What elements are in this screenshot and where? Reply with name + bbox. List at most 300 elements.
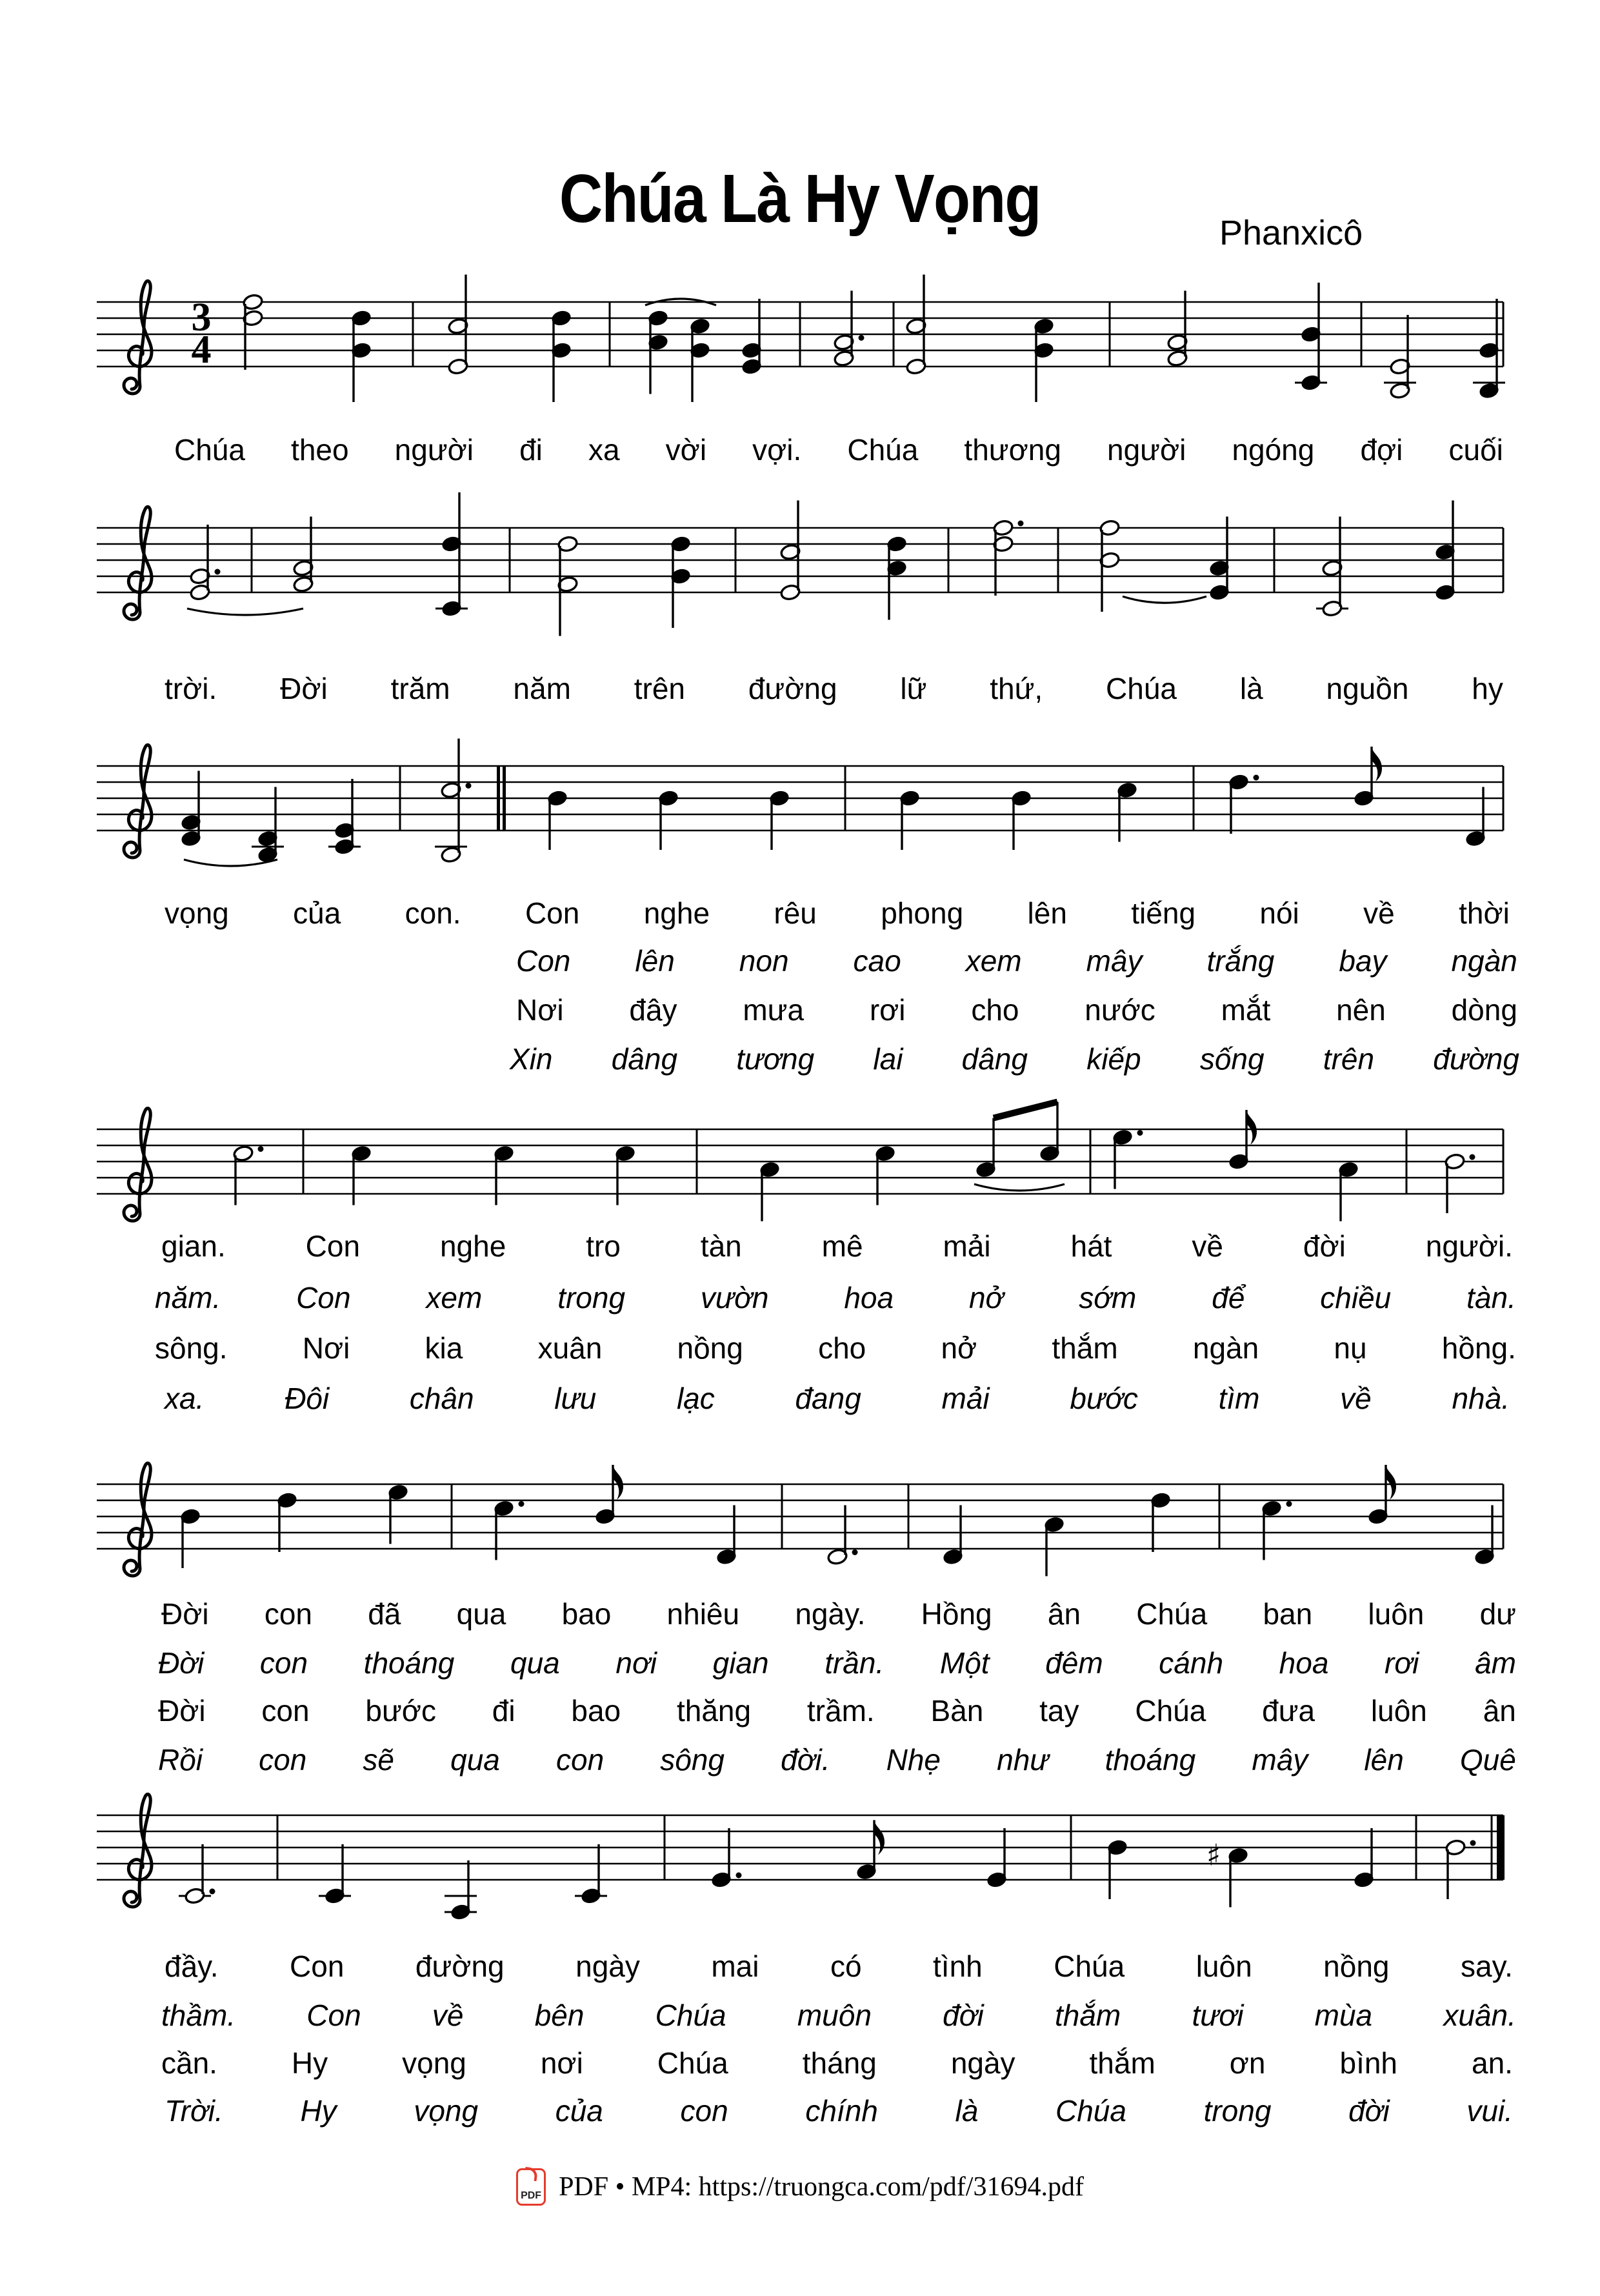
lyric-word: ngày xyxy=(575,1949,640,1983)
lyric-word: trăm xyxy=(390,672,450,705)
note xyxy=(1338,1161,1359,1221)
lyric-word: trên xyxy=(634,672,685,705)
lyric-word: thăng xyxy=(676,1694,752,1727)
lyric-word: cuối xyxy=(1448,433,1503,467)
treble-clef-icon xyxy=(124,745,152,858)
lyric-word: đầy. xyxy=(165,1949,219,1983)
lyric-word: nụ xyxy=(1334,1331,1367,1365)
lyric-word: say. xyxy=(1460,1949,1513,1983)
lyric-word: cho xyxy=(818,1331,866,1365)
lyric-word: thắm xyxy=(1052,1331,1118,1365)
lyric-word: dư xyxy=(1479,1597,1516,1631)
note xyxy=(943,1505,963,1566)
lyric-word: hoa xyxy=(844,1281,894,1314)
note xyxy=(1473,299,1505,399)
note xyxy=(1261,1500,1292,1560)
lyric-word: mai xyxy=(711,1949,759,1983)
note xyxy=(190,525,221,601)
lyric-word: bước xyxy=(365,1694,436,1727)
note xyxy=(351,1145,372,1205)
lyric-word: con xyxy=(264,1597,312,1631)
lyric-word: mải xyxy=(941,1382,990,1415)
lyric-word: nói xyxy=(1259,896,1299,930)
lyric-word: tương xyxy=(736,1042,815,1076)
lyric-word: xa. xyxy=(165,1382,205,1415)
lyric-word: như xyxy=(997,1743,1049,1777)
lyric-word: là xyxy=(955,2094,979,2128)
lyric-word: ân xyxy=(1047,1597,1081,1631)
lyric-word: con xyxy=(261,1694,310,1727)
lyric-word: đường xyxy=(415,1949,505,1983)
lyric-word: Đời xyxy=(280,672,328,705)
lyric-word: mùa xyxy=(1314,1999,1373,2032)
note xyxy=(1316,517,1348,618)
lyric-word: nở xyxy=(941,1331,977,1365)
lyric-word: rêu xyxy=(774,896,817,930)
composer-name: Phanxicô xyxy=(1219,214,1363,252)
lyric-word: Chúa xyxy=(1136,1597,1208,1631)
lyric-word: thoáng xyxy=(1105,1743,1196,1777)
lyric-word: cánh xyxy=(1159,1646,1224,1680)
lyric-word: bay xyxy=(1339,944,1387,978)
song-title: Chúa Là Hy Vọng xyxy=(559,161,1041,237)
lyric-word: Hồng xyxy=(921,1597,992,1631)
lyric-word: mải xyxy=(943,1229,991,1263)
lyric-word: gian xyxy=(712,1646,769,1680)
beam xyxy=(994,1102,1057,1118)
note xyxy=(1354,1828,1374,1888)
lyric-word: Một xyxy=(939,1646,990,1680)
note xyxy=(547,790,568,850)
lyrics-line xyxy=(161,1227,1513,1265)
lyric-word: lên xyxy=(1364,1743,1404,1777)
lyric-word: cho xyxy=(971,993,1019,1027)
lyric-word: thời xyxy=(1459,896,1510,930)
lyric-word: Hy xyxy=(300,2094,337,2128)
lyric-word: ơn xyxy=(1229,2046,1266,2080)
lyric-word: đưa xyxy=(1262,1694,1315,1727)
lyric-word: lữ xyxy=(900,672,927,705)
lyric-word: xa xyxy=(588,433,620,467)
lyric-word: người xyxy=(1107,433,1186,467)
lyric-word: nghe xyxy=(439,1229,506,1263)
note xyxy=(759,1161,780,1221)
lyric-word: dâng xyxy=(611,1042,678,1076)
pdf-file-icon xyxy=(516,2168,546,2206)
note xyxy=(615,1145,635,1205)
lyric-word: người xyxy=(394,433,474,467)
lyric-word: phong xyxy=(881,896,964,930)
lyric-word: an. xyxy=(1471,2046,1513,2080)
lyric-word: nơi xyxy=(540,2046,583,2080)
note xyxy=(435,739,472,863)
lyric-word: Chúa xyxy=(1055,2094,1126,2128)
treble-clef-icon xyxy=(124,1794,152,1907)
note xyxy=(1117,781,1137,841)
lyric-word: chiều xyxy=(1320,1281,1392,1314)
lyric-word: theo xyxy=(291,433,349,467)
lyric-word: hát xyxy=(1070,1229,1112,1263)
lyric-word: nhà. xyxy=(1452,1382,1510,1415)
sharp-accidental: ♯ xyxy=(1206,1837,1221,1873)
note xyxy=(179,1844,215,1904)
lyric-word: mây xyxy=(1252,1743,1308,1777)
note xyxy=(388,1484,408,1544)
lyric-word: luôn xyxy=(1368,1597,1425,1631)
note xyxy=(1034,317,1054,402)
lyrics-line xyxy=(161,1595,1516,1633)
lyric-word: bên xyxy=(534,1999,585,2032)
lyric-word: Con xyxy=(306,1999,361,2032)
treble-clef-icon xyxy=(124,507,152,619)
lyric-word: đời xyxy=(1348,2094,1390,2128)
note xyxy=(769,790,790,850)
lyrics-line xyxy=(165,670,1503,707)
lyric-word: đêm xyxy=(1045,1646,1103,1680)
note xyxy=(445,1860,477,1920)
lyric-word: ân xyxy=(1483,1694,1516,1727)
lyric-word: trong xyxy=(557,1281,626,1314)
lyric-word: nồng xyxy=(677,1331,743,1365)
tie xyxy=(1123,596,1206,603)
lyric-word: dâng xyxy=(961,1042,1028,1076)
lyric-word: Rồi xyxy=(158,1743,203,1777)
lyric-word: tro xyxy=(586,1229,621,1263)
lyric-word: lai xyxy=(873,1042,903,1076)
lyric-word: con xyxy=(259,1646,308,1680)
note xyxy=(180,1508,201,1568)
lyric-word: trầm. xyxy=(806,1694,875,1727)
lyric-word: Trời. xyxy=(165,2094,223,2128)
lyric-word: ngày. xyxy=(795,1597,866,1631)
note xyxy=(827,1505,858,1566)
note xyxy=(575,1844,607,1904)
lyric-word: cao xyxy=(853,944,901,978)
note xyxy=(993,519,1024,596)
lyric-word: Con xyxy=(290,1949,345,1983)
note xyxy=(557,536,578,636)
note xyxy=(1474,1505,1495,1566)
lyric-word: mây xyxy=(1086,944,1143,978)
lyric-word: về xyxy=(1363,896,1395,930)
lyric-word: người. xyxy=(1425,1229,1513,1263)
note xyxy=(494,1145,514,1205)
lyric-word: nên xyxy=(1336,993,1386,1027)
lyric-word: trong xyxy=(1203,2094,1272,2128)
lyric-word: đi xyxy=(492,1694,515,1727)
note xyxy=(1011,790,1032,850)
lyric-word: vọng xyxy=(165,896,229,930)
lyric-word: rơi xyxy=(869,993,906,1027)
lyric-word: xem xyxy=(965,944,1022,978)
lyric-word: của xyxy=(293,896,341,930)
note xyxy=(494,1500,525,1560)
lyric-word: đây xyxy=(629,993,677,1027)
lyric-word: thương xyxy=(964,433,1061,467)
note xyxy=(233,1145,264,1205)
lyric-word: Con xyxy=(525,896,580,930)
lyric-word: Con xyxy=(305,1229,361,1263)
lyrics-line xyxy=(161,2044,1513,2082)
note xyxy=(1209,517,1230,601)
note xyxy=(435,492,468,617)
note xyxy=(1465,787,1486,847)
lyric-word: Đời xyxy=(158,1646,205,1680)
tie xyxy=(974,1184,1065,1191)
lyrics-line xyxy=(161,1997,1516,2034)
lyric-word: hồng. xyxy=(1441,1331,1516,1365)
tie xyxy=(187,609,303,615)
note xyxy=(648,310,668,394)
lyric-word: vợi. xyxy=(752,433,802,467)
lyric-word: tay xyxy=(1039,1694,1079,1727)
lyric-word: muôn xyxy=(797,1999,872,2032)
lyric-word: Bàn xyxy=(930,1694,984,1727)
lyric-word: trên xyxy=(1323,1042,1375,1076)
lyric-word: về xyxy=(1340,1382,1372,1415)
lyric-word: mê xyxy=(821,1229,863,1263)
lyrics-line xyxy=(165,2092,1513,2130)
lyric-word: Nơi xyxy=(516,993,564,1027)
lyric-word: đã xyxy=(368,1597,401,1631)
lyric-word: mưa xyxy=(743,993,805,1027)
lyric-word: đường xyxy=(748,672,837,705)
lyric-word: dòng xyxy=(1451,993,1517,1027)
note xyxy=(986,1828,1007,1888)
lyric-word: luôn xyxy=(1195,1949,1252,1983)
note xyxy=(1039,1102,1060,1162)
lyric-word: chính xyxy=(805,2094,878,2128)
lyric-word: Đời xyxy=(158,1694,206,1727)
note xyxy=(906,275,926,376)
lyric-word: hy xyxy=(1472,672,1503,705)
note xyxy=(1044,1516,1065,1576)
lyric-word: nơi xyxy=(615,1646,657,1680)
lyrics-line xyxy=(510,1040,1519,1078)
lyric-word: rơi xyxy=(1385,1646,1419,1680)
lyrics-line xyxy=(158,1692,1516,1729)
note xyxy=(1150,1492,1171,1552)
lyric-word: vọng xyxy=(414,2094,479,2128)
lyric-word: đời xyxy=(1303,1229,1346,1263)
note xyxy=(856,1820,885,1880)
pdf-icon-curl xyxy=(524,2167,539,2182)
treble-clef-icon xyxy=(124,1108,152,1221)
lyrics-line xyxy=(516,942,1517,980)
lyric-word: luôn xyxy=(1370,1694,1427,1727)
note xyxy=(328,779,361,855)
note xyxy=(670,536,691,628)
lyric-word: nở xyxy=(968,1281,1004,1314)
lyric-word: mắt xyxy=(1221,993,1271,1027)
lyric-word: con xyxy=(259,1743,307,1777)
lyric-word: lạc xyxy=(676,1382,715,1415)
note xyxy=(551,310,572,402)
lyric-word: đợi xyxy=(1360,433,1403,467)
lyric-word: qua xyxy=(456,1597,506,1631)
lyric-word: non xyxy=(739,944,789,978)
lyric-word: xuân xyxy=(537,1331,603,1365)
note xyxy=(1099,519,1120,612)
staff-system-1 xyxy=(97,225,1510,450)
lyrics-line xyxy=(158,1741,1516,1778)
lyric-word: xem xyxy=(426,1281,483,1314)
lyric-word: Chúa xyxy=(655,1999,726,2032)
note xyxy=(658,790,679,850)
lyric-word: thứ, xyxy=(990,672,1043,705)
lyric-word: Nơi xyxy=(302,1331,350,1365)
lyric-word: lên xyxy=(1027,896,1067,930)
lyric-word: xuân. xyxy=(1443,1999,1516,2032)
lyric-word: sông xyxy=(660,1743,725,1777)
lyric-word: chân xyxy=(409,1382,474,1415)
lyric-word: tiếng xyxy=(1131,896,1196,930)
lyric-word: Chúa xyxy=(1054,1949,1125,1983)
lyrics-line xyxy=(174,431,1503,468)
lyric-word: bao xyxy=(571,1694,621,1727)
note xyxy=(277,1492,297,1552)
note xyxy=(899,790,920,850)
note xyxy=(875,1145,895,1205)
lyric-word: qua xyxy=(450,1743,500,1777)
lyric-word: đường xyxy=(1433,1042,1519,1076)
lyric-word: bước xyxy=(1070,1382,1138,1415)
lyric-word: Chúa xyxy=(1106,672,1177,705)
lyric-word: Quê xyxy=(1459,1743,1516,1777)
lyric-word: Chúa xyxy=(174,433,245,467)
staff-system-3 xyxy=(97,689,1510,914)
lyric-word: âm xyxy=(1475,1646,1516,1680)
lyric-word: lưu xyxy=(554,1382,597,1415)
lyrics-line xyxy=(165,1948,1513,1985)
lyrics-line xyxy=(155,1279,1516,1316)
lyric-word: nhiêu xyxy=(666,1597,740,1631)
lyrics-line xyxy=(155,1329,1516,1367)
lyrics-line xyxy=(158,1644,1516,1682)
lyric-word: ban xyxy=(1263,1597,1313,1631)
lyric-word: kia xyxy=(425,1331,463,1365)
note xyxy=(1112,1129,1143,1189)
lyric-word: trần. xyxy=(825,1646,885,1680)
lyrics-line xyxy=(516,991,1517,1029)
lyric-word: Nhẹ xyxy=(886,1743,941,1777)
lyric-word: đời xyxy=(943,1999,984,2032)
lyric-word: Con xyxy=(296,1281,351,1314)
time-signature xyxy=(192,296,212,372)
lyric-word: nghe xyxy=(643,896,710,930)
lyric-word: về xyxy=(432,1999,464,2032)
lyric-word: về xyxy=(1192,1229,1223,1263)
lyrics-line xyxy=(165,894,1510,932)
lyric-word: ngày xyxy=(950,2046,1015,2080)
lyric-word: Chúa xyxy=(657,2046,728,2080)
lyric-word: qua xyxy=(510,1646,560,1680)
note xyxy=(1384,315,1416,399)
lyric-word: vui. xyxy=(1466,2094,1513,2128)
lyric-word: hoa xyxy=(1279,1646,1329,1680)
lyric-word: vườn xyxy=(700,1281,769,1314)
note xyxy=(780,501,801,601)
lyric-word: con xyxy=(555,1743,605,1777)
lyric-word: của xyxy=(555,2094,603,2128)
note xyxy=(690,317,710,402)
note xyxy=(716,1505,737,1566)
note xyxy=(1107,1839,1128,1899)
lyric-word: năm. xyxy=(155,1281,221,1314)
lyric-word: Con xyxy=(516,944,571,978)
lyric-word: nguồn xyxy=(1326,672,1409,705)
lyric-word: thoáng xyxy=(363,1646,455,1680)
staff-system-2 xyxy=(97,450,1510,676)
lyric-word: Chúa xyxy=(847,433,919,467)
lyric-word: để xyxy=(1212,1281,1245,1314)
lyric-word: tươi xyxy=(1192,1999,1244,2032)
lyric-word: thắm xyxy=(1089,2046,1155,2080)
lyric-word: sẽ xyxy=(363,1743,395,1777)
note xyxy=(886,536,907,620)
treble-clef-icon xyxy=(124,281,152,394)
lyric-word: thầm. xyxy=(161,1999,236,2032)
double-barline xyxy=(497,766,500,831)
lyric-word: con xyxy=(680,2094,728,2128)
footer-pdf-link[interactable]: PDF • MP4: https://truongca.com/pdf/31694.pdf xyxy=(559,2172,1084,2202)
pdf-icon-label: PDF xyxy=(521,2190,542,2201)
lyric-word: năm xyxy=(513,672,571,705)
lyric-word: Xin xyxy=(510,1042,553,1076)
lyric-word: đời. xyxy=(781,1743,830,1777)
lyric-word: vời xyxy=(665,433,707,467)
lyric-word: sông. xyxy=(155,1331,228,1365)
lyric-word: Đôi xyxy=(285,1382,330,1415)
note xyxy=(319,1844,351,1904)
lyric-word: tình xyxy=(933,1949,983,1983)
note xyxy=(351,310,372,402)
lyric-word: ngàn xyxy=(1192,1331,1259,1365)
lyric-word: gian. xyxy=(161,1229,226,1263)
lyric-word: nước xyxy=(1085,993,1155,1027)
note xyxy=(448,275,468,376)
lyric-word: kiếp xyxy=(1086,1042,1141,1076)
lyric-word: nồng xyxy=(1323,1949,1390,1983)
lyric-word: con. xyxy=(405,896,461,930)
lyric-word: Chúa xyxy=(1135,1694,1206,1727)
lyric-word: bao xyxy=(561,1597,612,1631)
lyric-word: ngàn xyxy=(1451,944,1517,978)
svg-text:4: 4 xyxy=(191,328,212,372)
note xyxy=(975,1118,996,1178)
lyric-word: Đời xyxy=(161,1597,209,1631)
lyric-word: trắng xyxy=(1206,944,1275,978)
note xyxy=(1295,283,1327,391)
lyric-word: lên xyxy=(635,944,675,978)
svg-text:3: 3 xyxy=(191,296,212,339)
lyric-word: Hy xyxy=(291,2046,328,2080)
lyric-word: tìm xyxy=(1218,1382,1260,1415)
lyric-word: thắm xyxy=(1054,1999,1121,2032)
lyric-word: vọng xyxy=(402,2046,466,2080)
lyric-word: là xyxy=(1239,672,1263,705)
note xyxy=(1435,501,1455,601)
lyric-word: cần. xyxy=(161,2046,217,2080)
footer xyxy=(0,2168,1600,2206)
lyric-word: đang xyxy=(795,1382,861,1415)
lyric-word: sớm xyxy=(1079,1281,1137,1314)
lyric-word: sống xyxy=(1199,1042,1265,1076)
treble-clef-icon xyxy=(124,1463,152,1576)
lyric-word: tháng xyxy=(802,2046,877,2080)
note xyxy=(243,294,263,370)
note xyxy=(741,299,762,375)
